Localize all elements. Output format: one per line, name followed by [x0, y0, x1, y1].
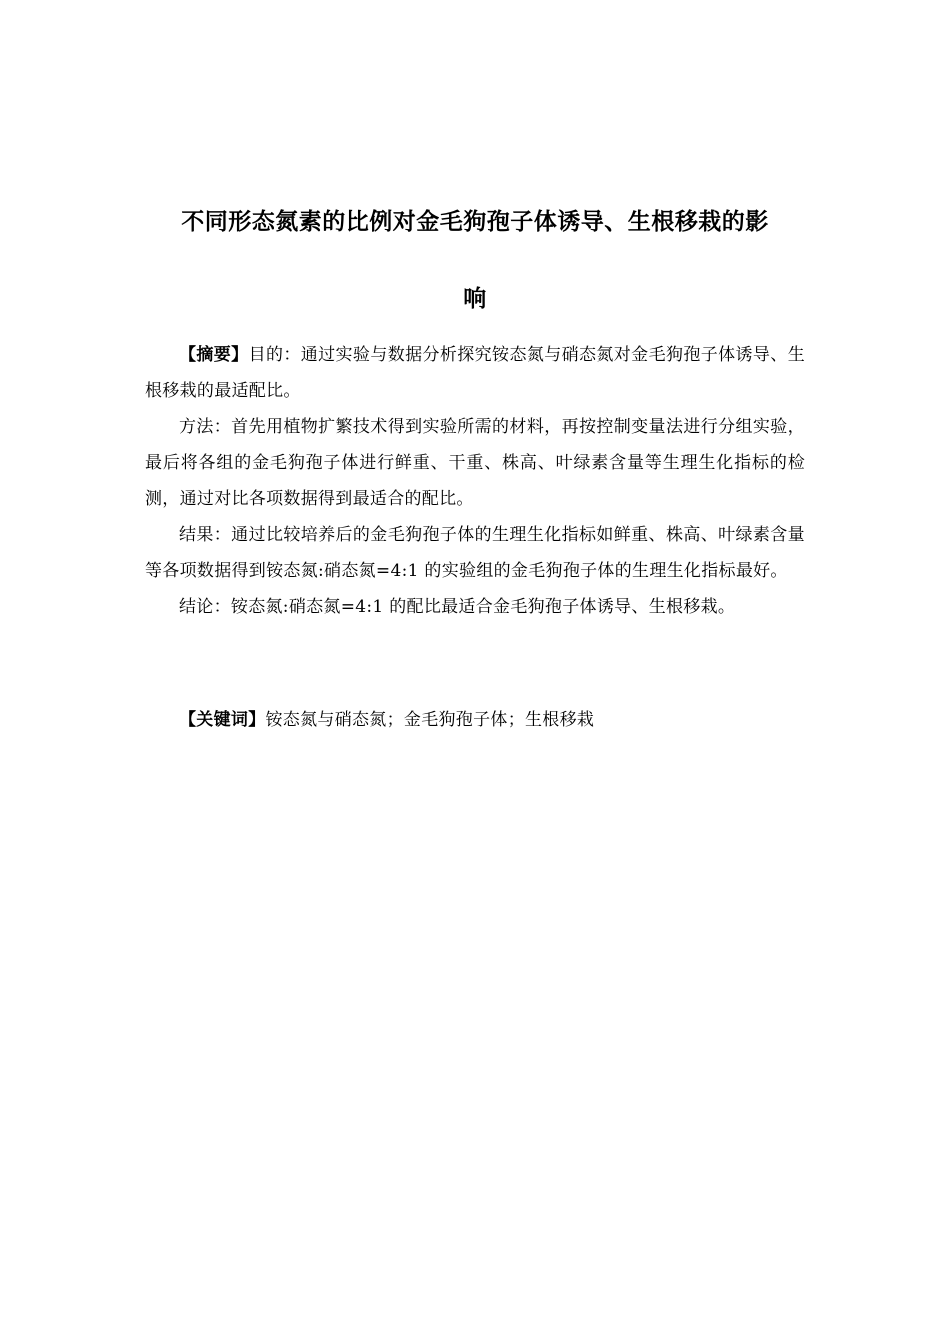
keywords-section	[145, 702, 805, 738]
abstract-conclusion: 结论：铵态氮:硝态氮=4:1 的配比最适合金毛狗孢子体诱导、生根移栽。	[179, 597, 736, 617]
keywords-text: 铵态氮与硝态氮；金毛狗孢子体；生根移栽	[265, 710, 595, 730]
abstract-objective-text: 目的：通过实验与数据分析探究铵态氮与硝态氮对金毛狗孢子体诱导、生根移栽的最适配比。	[145, 345, 805, 401]
paper-title-line-2: 响	[463, 286, 487, 312]
abstract-method: 方法：首先用植物扩繁技术得到实验所需的材料，再按控制变量法进行分组实验，最后将各组的金毛狗孢子体进行鲜重、干重、株高、叶绿素含量等生理生化指标的检测，通过对比各项数据得到最适合的配比。	[145, 417, 805, 509]
abstract-result: 结果：通过比较培养后的金毛狗孢子体的生理生化指标如鲜重、株高、叶绿素含量等各项数据得到铵态氮:硝态氮=4:1 的实验组的金毛狗孢子体的生理生化指标最好。	[145, 525, 805, 581]
paper-title	[145, 184, 805, 338]
abstract-label: 【摘要】	[179, 345, 249, 365]
paper-title-line-1: 不同形态氮素的比例对金毛狗孢子体诱导、生根移栽的影	[181, 209, 769, 235]
abstract-section	[145, 337, 805, 625]
abstract-objective	[145, 337, 805, 409]
keywords-label: 【关键词】	[179, 710, 266, 730]
